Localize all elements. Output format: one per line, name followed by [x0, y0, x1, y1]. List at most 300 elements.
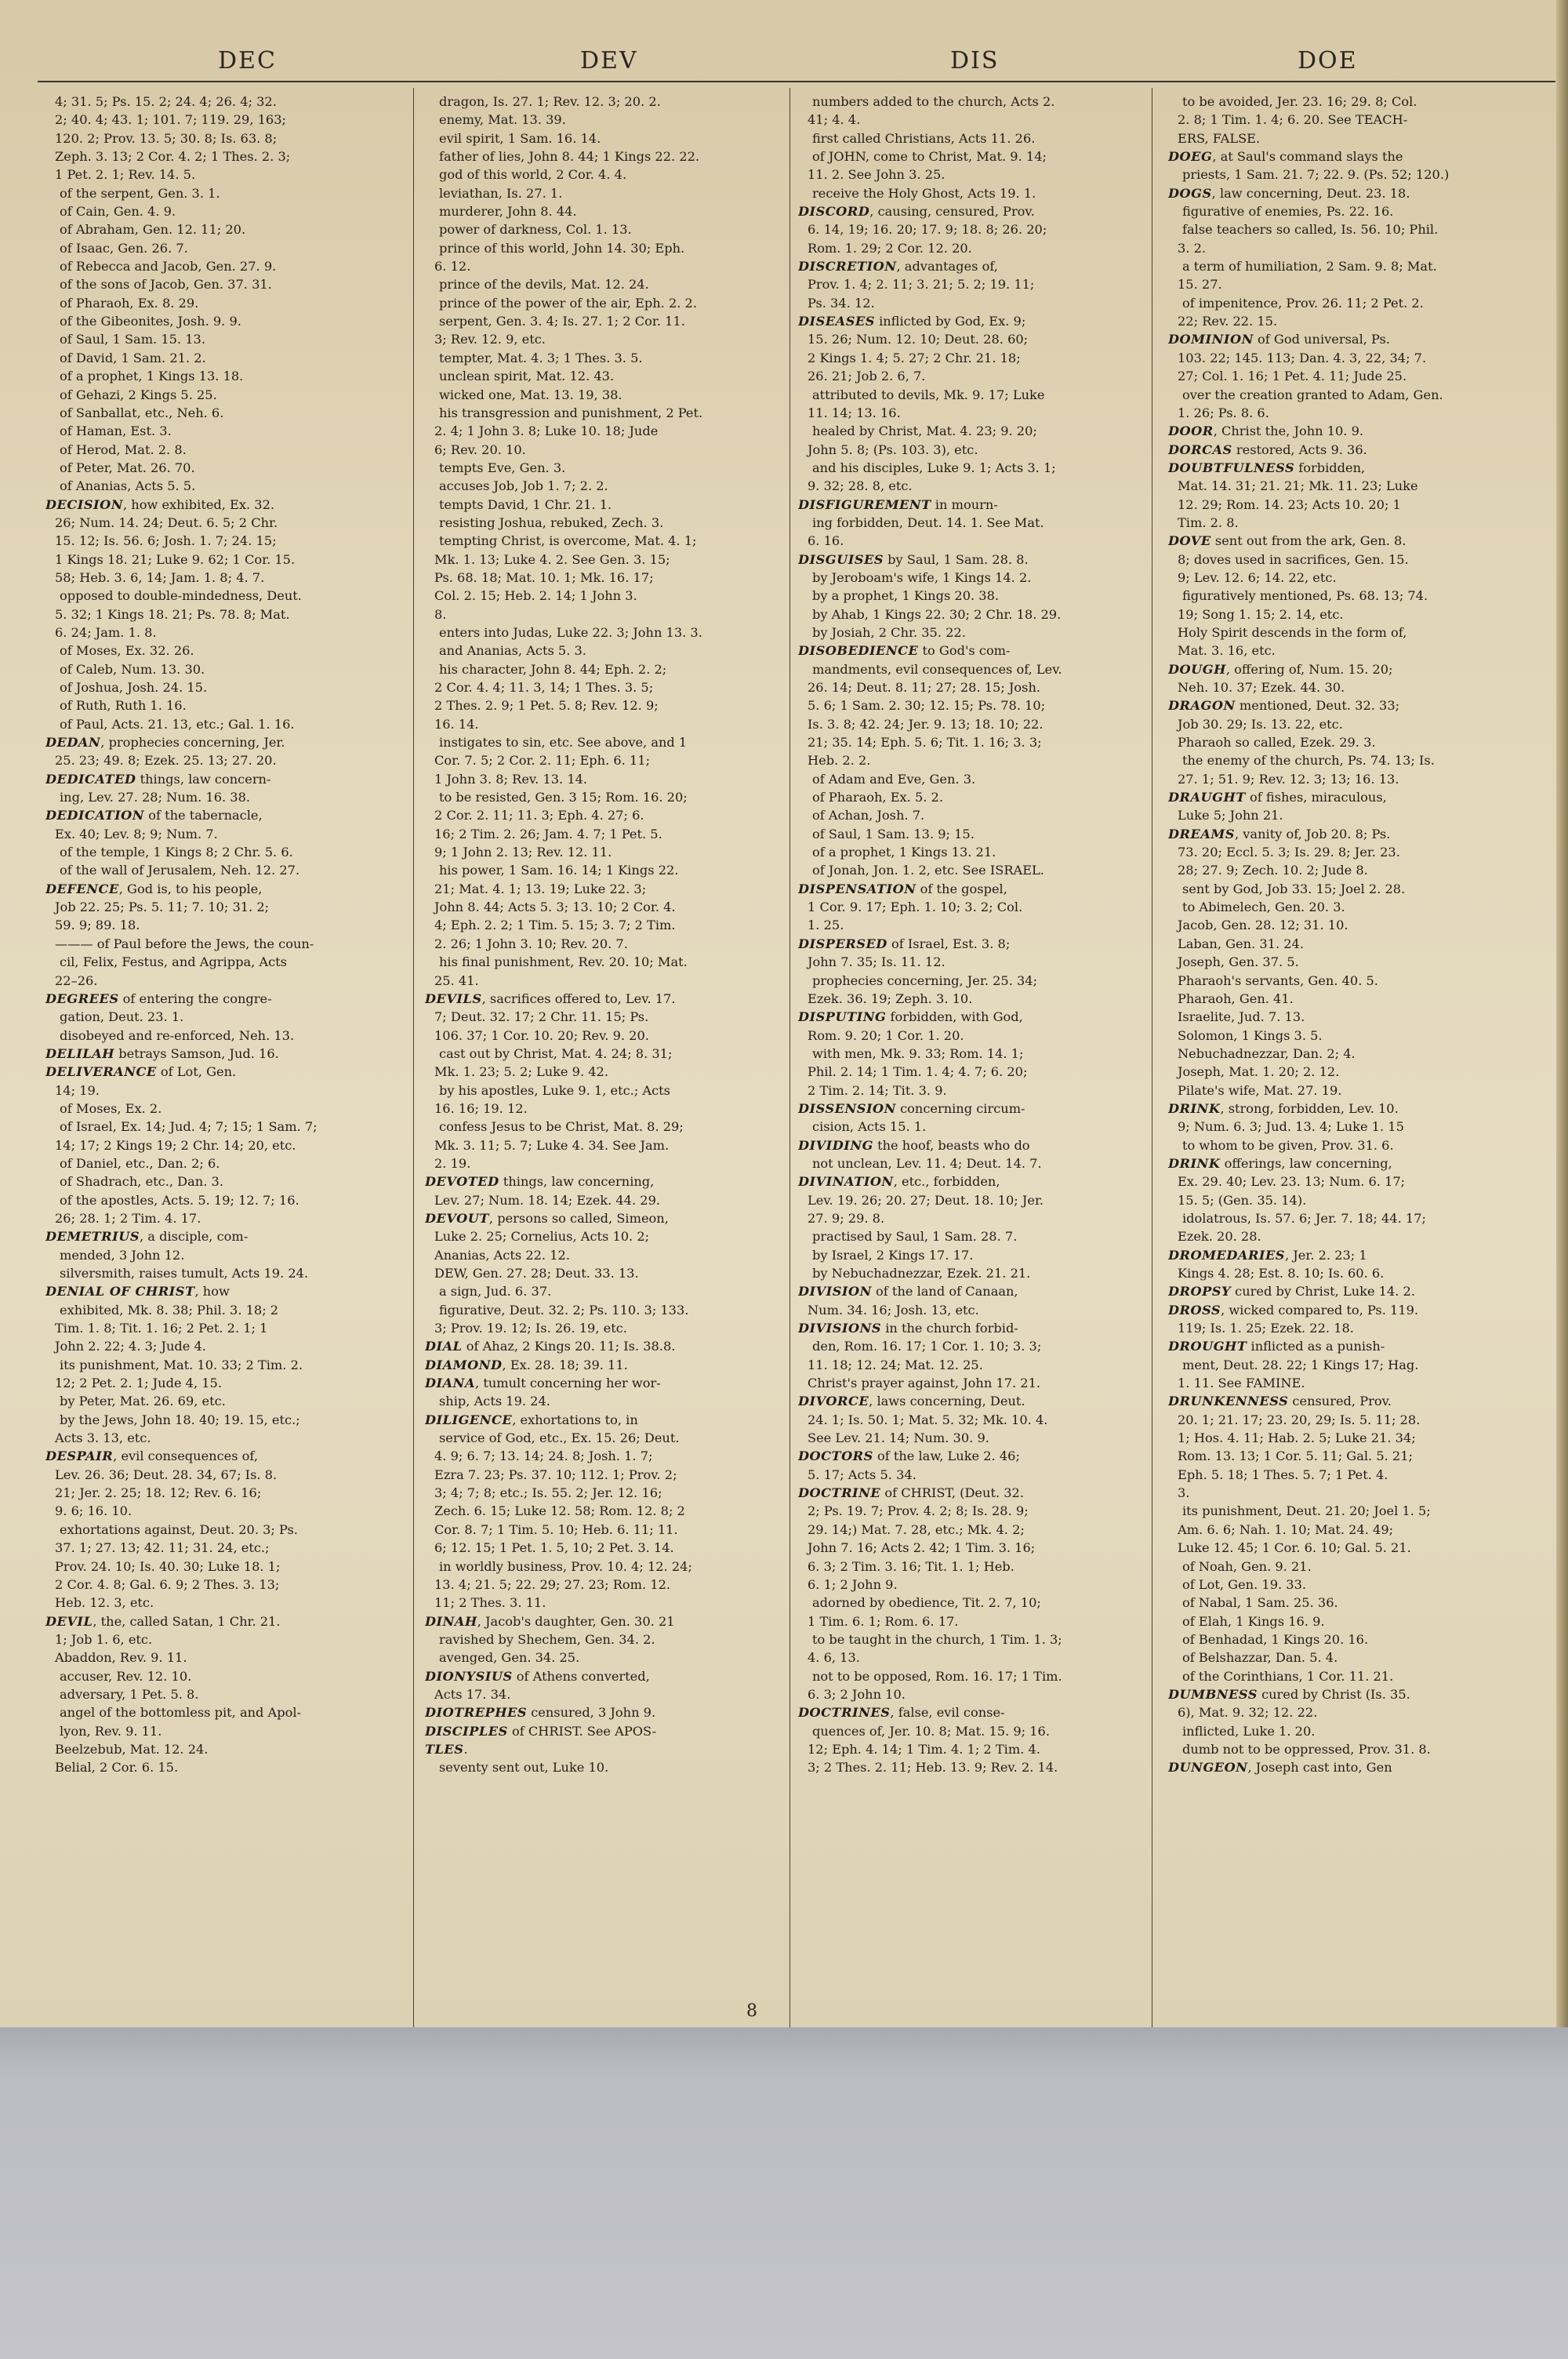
index-line: Beelzebub, Mat. 12. 24.	[55, 1741, 209, 1757]
index-line: his transgression and punishment, 2 Pet.	[439, 405, 703, 420]
index-line: of the apostles, Acts. 5. 19; 12. 7; 16.	[60, 1192, 299, 1208]
index-line: 11. 18; 12. 24; Mat. 12. 25.	[808, 1357, 983, 1372]
index-line: 4; Eph. 2. 2; 1 Tim. 5. 15; 3. 7; 2 Tim.	[434, 918, 676, 933]
index-line: 20. 1; 21. 17; 23. 20, 29; Is. 5. 11; 28.	[1178, 1412, 1421, 1427]
index-line: 2; 40. 4; 43. 1; 101. 7; 119. 29, 163;	[55, 112, 286, 128]
index-line: cision, Acts 15. 1.	[812, 1119, 927, 1135]
index-line: tempts David, 1 Chr. 21. 1.	[439, 496, 612, 512]
index-line: 21; Jer. 2. 25; 18. 12; Rev. 6. 16;	[55, 1485, 262, 1501]
index-line: seventy sent out, Luke 10.	[439, 1760, 609, 1776]
index-line: DIOTREPHES censured, 3 John 9.	[425, 1705, 656, 1721]
index-line: Rom. 9. 20; 1 Cor. 1. 20.	[808, 1027, 964, 1043]
index-line: by a prophet, 1 Kings 20. 38.	[812, 588, 1000, 604]
index-line: of the Corinthians, 1 Cor. 11. 21.	[1182, 1668, 1394, 1684]
index-line: DEFENCE, God is, to his people,	[45, 881, 263, 896]
index-line: 16. 16; 19. 12.	[434, 1100, 528, 1116]
index-line: a term of humiliation, 2 Sam. 9. 8; Mat.	[1182, 259, 1437, 274]
index-line: of Haman, Est. 3.	[60, 423, 172, 439]
index-line: DIONYSIUS of Athens converted,	[425, 1668, 650, 1684]
index-line: figurative of enemies, Ps. 22. 16.	[1182, 204, 1394, 220]
index-line: 27; Col. 1. 16; 1 Pet. 4. 11; Jude 25.	[1178, 369, 1407, 384]
index-line: its punishment, Deut. 21. 20; Joel 1. 5;	[1182, 1503, 1431, 1519]
index-line: of Isaac, Gen. 26. 7.	[60, 240, 188, 256]
index-line: DRAGON mentioned, Deut. 32. 33;	[1168, 698, 1400, 714]
index-line: of JOHN, come to Christ, Mat. 9. 14;	[812, 149, 1047, 165]
index-line: DIANA, tumult concerning her wor-	[425, 1376, 661, 1391]
index-line: DEDAN, prophecies concerning, Jer.	[45, 735, 285, 751]
index-line: 2. 19.	[434, 1155, 471, 1171]
index-line: by Jeroboam's wife, 1 Kings 14. 2.	[812, 569, 1032, 585]
index-line: serpent, Gen. 3. 4; Is. 27. 1; 2 Cor. 11.	[439, 314, 685, 329]
index-line: 6; 12. 15; 1 Pet. 1. 5, 10; 2 Pet. 3. 14.	[434, 1540, 674, 1556]
index-line: 12. 29; Rom. 14. 23; Acts 10. 20; 1	[1178, 496, 1401, 512]
index-line: 6), Mat. 9. 32; 12. 22.	[1178, 1705, 1318, 1721]
index-line: Abaddon, Rev. 9. 11.	[55, 1650, 187, 1666]
index-line: 5. 32; 1 Kings 18. 21; Ps. 78. 8; Mat.	[55, 606, 290, 622]
index-line: of a prophet, 1 Kings 13. 18.	[60, 369, 244, 384]
index-line: gation, Deut. 23. 1.	[60, 1009, 184, 1025]
index-line: 1 Tim. 6. 1; Rom. 6. 17.	[808, 1613, 959, 1629]
index-line: Zech. 6. 15; Luke 12. 58; Rom. 12. 8; 2	[434, 1503, 685, 1519]
index-line: 2 Tim. 2. 14; Tit. 3. 9.	[808, 1082, 947, 1098]
index-line: DIVISION of the land of Canaan,	[798, 1284, 1018, 1299]
index-line: of Belshazzar, Dan. 5. 4.	[1182, 1650, 1338, 1666]
index-line: Mk. 1. 23; 5. 2; Luke 9. 42.	[434, 1064, 608, 1080]
index-line: 16; 2 Tim. 2. 26; Jam. 4. 7; 1 Pet. 5.	[434, 826, 662, 841]
index-line: DOOR, Christ the, John 10. 9.	[1168, 423, 1364, 439]
index-line: by Nebuchadnezzar, Ezek. 21. 21.	[812, 1266, 1031, 1281]
index-line: John 2. 22; 4. 3; Jude 4.	[55, 1339, 206, 1354]
index-line: John 8. 44; Acts 5. 3; 13. 10; 2 Cor. 4.	[434, 900, 676, 915]
index-line: its punishment, Mat. 10. 33; 2 Tim. 2.	[60, 1357, 303, 1372]
index-line: 1; Hos. 4. 11; Hab. 2. 5; Luke 21. 34;	[1178, 1430, 1416, 1446]
index-line: Israelite, Jud. 7. 13.	[1178, 1009, 1305, 1025]
index-line: 22–26.	[55, 972, 98, 988]
running-head-third: DIS	[950, 47, 1000, 75]
index-line: DOUBTFULNESS forbidden,	[1168, 460, 1366, 475]
index-line: 1. 26; Ps. 8. 6.	[1178, 405, 1269, 420]
index-line: ERS, FALSE.	[1178, 130, 1261, 146]
index-line: DISPERSED of Israel, Est. 3. 8;	[798, 936, 1011, 951]
index-line: his final punishment, Rev. 20. 10; Mat.	[439, 954, 688, 970]
index-line: 3; 4; 7; 8; etc.; Is. 55. 2; Jer. 12. 16;	[434, 1485, 662, 1501]
index-line: to whom to be given, Prov. 31. 6.	[1182, 1137, 1394, 1153]
index-line: Zeph. 3. 13; 2 Cor. 4. 2; 1 Thes. 2. 3;	[55, 149, 291, 165]
index-line: instigates to sin, etc. See above, and 1	[439, 735, 688, 751]
index-line: DRINK offerings, law concerning,	[1168, 1155, 1392, 1171]
index-line: of Elah, 1 Kings 16. 9.	[1182, 1613, 1325, 1629]
index-line: leviathan, Is. 27. 1.	[439, 185, 563, 201]
index-line: of Abraham, Gen. 12. 11; 20.	[60, 222, 246, 238]
index-line: of the wall of Jerusalem, Neh. 12. 27.	[60, 863, 300, 878]
index-line: of Shadrach, etc., Dan. 3.	[60, 1174, 223, 1190]
index-line: 2. 26; 1 John 3. 10; Rev. 20. 7.	[434, 936, 628, 951]
index-line: by Ahab, 1 Kings 22. 30; 2 Chr. 18. 29.	[812, 606, 1062, 622]
index-line: DRAUGHT of fishes, miraculous,	[1168, 790, 1387, 805]
index-line: dumb not to be oppressed, Prov. 31. 8.	[1182, 1741, 1431, 1757]
index-line: resisting Joshua, rebuked, Zech. 3.	[439, 514, 664, 530]
index-line: DISPENSATION of the gospel,	[798, 881, 1007, 896]
index-line: DROPSY cured by Christ, Luke 14. 2.	[1168, 1284, 1416, 1299]
index-line: 27. 9; 29. 8.	[808, 1210, 885, 1226]
index-line: by the Jews, John 18. 40; 19. 15, etc.;	[60, 1412, 300, 1427]
index-line: of Joshua, Josh. 24. 15.	[60, 680, 208, 695]
index-line: and Ananias, Acts 5. 3.	[439, 643, 586, 659]
index-line: DRINK, strong, forbidden, Lev. 10.	[1168, 1100, 1399, 1116]
index-line: of Benhadad, 1 Kings 20. 16.	[1182, 1631, 1369, 1647]
index-line: 21; Mat. 4. 1; 13. 19; Luke 22. 3;	[434, 881, 647, 896]
index-line: DREAMS, vanity of, Job 20. 8; Ps.	[1168, 826, 1391, 841]
index-line: of Peter, Mat. 26. 70.	[60, 460, 195, 475]
column-divider	[413, 88, 414, 2027]
index-line: of the sons of Jacob, Gen. 37. 31.	[60, 277, 272, 293]
index-line: ——— of Paul before the Jews, the coun-	[55, 936, 314, 951]
index-line: 8.	[434, 606, 447, 622]
index-line: DISFIGUREMENT in mourn-	[798, 496, 998, 512]
index-line: attributed to devils, Mk. 9. 17; Luke	[812, 387, 1045, 402]
index-line: 2 Thes. 2. 9; 1 Pet. 5. 8; Rev. 12. 9;	[434, 698, 659, 714]
index-line: with men, Mk. 9. 33; Rom. 14. 1;	[812, 1045, 1024, 1061]
index-line: of Israel, Ex. 14; Jud. 4; 7; 15; 1 Sam. 7;	[60, 1119, 318, 1135]
index-line: John 7. 16; Acts 2. 42; 1 Tim. 3. 16;	[808, 1540, 1036, 1556]
index-line: by Israel, 2 Kings 17. 17.	[812, 1247, 974, 1263]
index-line: 1 John 3. 8; Rev. 13. 14.	[434, 771, 588, 787]
index-line: god of this world, 2 Cor. 4. 4.	[439, 167, 627, 183]
index-line: 14; 17; 2 Kings 19; 2 Chr. 14; 20, etc.	[55, 1137, 296, 1153]
index-line: DOGS, law concerning, Deut. 23. 18.	[1168, 185, 1410, 201]
index-line: 3; 2 Thes. 2. 11; Heb. 13. 9; Rev. 2. 14.	[808, 1760, 1058, 1776]
index-line: of the Gibeonites, Josh. 9. 9.	[60, 314, 241, 329]
index-line: DISGUISES by Saul, 1 Sam. 28. 8.	[798, 551, 1029, 567]
index-line: Ezek. 20. 28.	[1178, 1229, 1261, 1245]
index-line: ing forbidden, Deut. 14. 1. See Mat.	[812, 514, 1044, 530]
index-line: his character, John 8. 44; Eph. 2. 2;	[439, 661, 667, 677]
index-line: 119; Is. 1. 25; Ezek. 22. 18.	[1178, 1321, 1354, 1336]
index-line: Luke 2. 25; Cornelius, Acts 10. 2;	[434, 1229, 650, 1245]
index-line: of Rebecca and Jacob, Gen. 27. 9.	[60, 259, 277, 274]
index-line: first called Christians, Acts 11. 26.	[812, 130, 1036, 146]
index-line: by Peter, Mat. 26. 69, etc.	[60, 1394, 226, 1409]
index-line: accuses Job, Job 1. 7; 2. 2.	[439, 478, 608, 494]
index-line: practised by Saul, 1 Sam. 28. 7.	[812, 1229, 1018, 1245]
index-line: Belial, 2 Cor. 6. 15.	[55, 1760, 179, 1776]
index-line: and his disciples, Luke 9. 1; Acts 3. 1;	[812, 460, 1056, 475]
index-line: 6. 16.	[808, 533, 844, 549]
index-line: DOCTORS of the law, Luke 2. 46;	[798, 1448, 1020, 1464]
index-line: 26. 21; Job 2. 6, 7.	[808, 369, 926, 384]
index-line: 9; Num. 6. 3; Jud. 13. 4; Luke 1. 15	[1178, 1119, 1404, 1135]
index-line: DROSS, wicked compared to, Ps. 119.	[1168, 1302, 1419, 1318]
index-line: idolatrous, Is. 57. 6; Jer. 7. 18; 44. 17;	[1182, 1210, 1426, 1226]
index-column-4	[1168, 93, 1530, 1777]
index-line: DISCORD, causing, censured, Prov.	[798, 204, 1035, 220]
index-line: prophecies concerning, Jer. 25. 34;	[812, 972, 1038, 988]
index-line: father of lies, John 8. 44; 1 Kings 22. 22.	[439, 149, 700, 165]
index-line: DORCAS restored, Acts 9. 36.	[1168, 442, 1367, 457]
index-line: of the temple, 1 Kings 8; 2 Chr. 5. 6.	[60, 845, 293, 860]
index-line: DENIAL OF CHRIST, how	[45, 1284, 230, 1299]
index-line: 103. 22; 145. 113; Dan. 4. 3, 22, 34; 7.	[1178, 350, 1427, 365]
index-line: of Sanballat, etc., Neh. 6.	[60, 405, 224, 420]
index-line: receive the Holy Ghost, Acts 19. 1.	[812, 185, 1036, 201]
index-line: Is. 3. 8; 42. 24; Jer. 9. 13; 18. 10; 22.	[808, 716, 1044, 732]
index-line: service of God, etc., Ex. 15. 26; Deut.	[439, 1430, 680, 1446]
index-line: 5. 17; Acts 5. 34.	[808, 1467, 916, 1482]
index-line: den, Rom. 16. 17; 1 Cor. 1. 10; 3. 3;	[812, 1339, 1042, 1354]
index-line: DISOBEDIENCE to God's com-	[798, 643, 1011, 659]
index-line: of Jonah, Jon. 1. 2, etc. See ISRAEL.	[812, 863, 1044, 878]
index-line: 1 Pet. 2. 1; Rev. 14. 5.	[55, 167, 196, 183]
index-line: Kings 4. 28; Est. 8. 10; Is. 60. 6.	[1178, 1266, 1385, 1281]
index-line: DIAMOND, Ex. 28. 18; 39. 11.	[425, 1357, 628, 1372]
index-line: of impenitence, Prov. 26. 11; 2 Pet. 2.	[1182, 295, 1424, 311]
index-line: Acts 17. 34.	[434, 1686, 511, 1702]
index-line: DECISION, how exhibited, Ex. 32.	[45, 496, 275, 512]
index-line: 2 Cor. 4. 8; Gal. 6. 9; 2 Thes. 3. 13;	[55, 1576, 280, 1592]
index-line: 6. 24; Jam. 1. 8.	[55, 624, 157, 640]
index-line: of Ruth, Ruth 1. 16.	[60, 698, 187, 714]
index-line: 106. 37; 1 Cor. 10. 20; Rev. 9. 20.	[434, 1027, 649, 1043]
index-line: of Pharaoh, Ex. 5. 2.	[812, 790, 943, 805]
index-line: 26; 28. 1; 2 Tim. 4. 17.	[55, 1210, 201, 1226]
index-line: of David, 1 Sam. 21. 2.	[60, 350, 206, 365]
index-line: healed by Christ, Mat. 4. 23; 9. 20;	[812, 423, 1037, 439]
index-line: DELIVERANCE of Lot, Gen.	[45, 1064, 237, 1080]
index-line: of Nabal, 1 Sam. 25. 36.	[1182, 1595, 1338, 1611]
index-line: ment, Deut. 28. 22; 1 Kings 17; Hag.	[1182, 1357, 1419, 1372]
index-line: of Daniel, etc., Dan. 2; 6.	[60, 1155, 220, 1171]
index-line: 9. 32; 28. 8, etc.	[808, 478, 913, 494]
index-line: 29. 14;) Mat. 7. 28, etc.; Mk. 4. 2;	[808, 1521, 1025, 1537]
index-line: 2. 4; 1 John 3. 8; Luke 10. 18; Jude	[434, 423, 659, 439]
index-line: of the serpent, Gen. 3. 1.	[60, 185, 220, 201]
index-line: Ezek. 36. 19; Zeph. 3. 10.	[808, 990, 973, 1006]
index-line: Phil. 2. 14; 1 Tim. 1. 4; 4. 7; 6. 20;	[808, 1064, 1028, 1080]
index-line: Ezra 7. 23; Ps. 37. 10; 112. 1; Prov. 2;	[434, 1467, 677, 1482]
index-line: Joseph, Mat. 1. 20; 2. 12.	[1178, 1064, 1340, 1080]
index-line: of Herod, Mat. 2. 8.	[60, 442, 187, 457]
index-line: TLES.	[425, 1741, 468, 1757]
index-line: DILIGENCE, exhortations to, in	[425, 1412, 638, 1427]
index-line: DEVOUT, persons so called, Simeon,	[425, 1210, 669, 1226]
index-line: Prov. 1. 4; 2. 11; 3. 21; 5. 2; 19. 11;	[808, 277, 1035, 293]
index-line: 6. 14, 19; 16. 20; 17. 9; 18. 8; 26. 20;	[808, 222, 1047, 238]
index-line: Job 30. 29; Is. 13. 22, etc.	[1178, 716, 1343, 732]
index-line: of Saul, 1 Sam. 15. 13.	[60, 332, 205, 347]
index-line: 15. 26; Num. 12. 10; Deut. 28. 60;	[808, 332, 1029, 347]
index-line: Ananias, Acts 22. 12.	[434, 1247, 570, 1263]
index-line: disobeyed and re-enforced, Neh. 13.	[60, 1027, 295, 1043]
index-line: to be avoided, Jer. 23. 16; 29. 8; Col.	[1182, 94, 1417, 109]
column-divider	[789, 88, 790, 2027]
index-line: Jacob, Gen. 28. 12; 31. 10.	[1178, 918, 1348, 933]
index-line: sent by God, Job 33. 15; Joel 2. 28.	[1182, 881, 1406, 896]
index-column-2	[425, 93, 787, 1777]
index-line: 4; 31. 5; Ps. 15. 2; 24. 4; 26. 4; 32.	[55, 94, 277, 109]
index-column-3	[798, 93, 1160, 1777]
page-binding-edge	[1556, 0, 1568, 2027]
index-line: DEW, Gen. 27. 28; Deut. 33. 13.	[434, 1266, 639, 1281]
index-line: angel of the bottomless pit, and Apol-	[60, 1705, 301, 1721]
index-line: 2. 8; 1 Tim. 1. 4; 6. 20. See TEACH-	[1178, 112, 1408, 128]
index-line: 2 Cor. 2. 11; 11. 3; Eph. 4. 27; 6.	[434, 808, 644, 823]
index-line: Pharaoh, Gen. 41.	[1178, 990, 1294, 1006]
index-line: 24. 1; Is. 50. 1; Mat. 5. 32; Mk. 10. 4.	[808, 1412, 1048, 1427]
index-line: DOEG, at Saul's command slays the	[1168, 149, 1403, 165]
index-line: over the creation granted to Adam, Gen.	[1182, 387, 1443, 402]
index-line: prince of the power of the air, Eph. 2. 2.	[439, 295, 698, 311]
index-line: 9. 6; 16. 10.	[55, 1503, 132, 1519]
index-line: Heb. 2. 2.	[808, 753, 871, 769]
index-line: Pilate's wife, Mat. 27. 19.	[1178, 1082, 1342, 1098]
index-line: 12; Eph. 4. 14; 1 Tim. 4. 1; 2 Tim. 4.	[808, 1741, 1040, 1757]
index-line: to be resisted, Gen. 3 15; Rom. 16. 20;	[439, 790, 688, 805]
index-line: ravished by Shechem, Gen. 34. 2.	[439, 1631, 655, 1647]
index-line: 11. 2. See John 3. 25.	[808, 167, 946, 183]
index-line: Am. 6. 6; Nah. 1. 10; Mat. 24. 49;	[1178, 1521, 1394, 1537]
index-line: of Caleb, Num. 13. 30.	[60, 661, 205, 677]
index-line: Ex. 29. 40; Lev. 23. 13; Num. 6. 17;	[1178, 1174, 1406, 1190]
index-line: prince of this world, John 14. 30; Eph.	[439, 240, 685, 256]
index-line: Heb. 12. 3, etc.	[55, 1595, 154, 1611]
index-line: DIAL of Ahaz, 2 Kings 20. 11; Is. 38.8.	[425, 1339, 676, 1354]
index-line: cast out by Christ, Mat. 4. 24; 8. 31;	[439, 1045, 673, 1061]
index-line: of Paul, Acts. 21. 13, etc.; Gal. 1. 16.	[60, 716, 295, 732]
index-line: his power, 1 Sam. 16. 14; 1 Kings 22.	[439, 863, 679, 878]
index-line: opposed to double-mindedness, Deut.	[60, 588, 302, 604]
index-line: power of darkness, Col. 1. 13.	[439, 222, 632, 238]
index-line: 28; 27. 9; Zech. 10. 2; Jude 8.	[1178, 863, 1368, 878]
index-line: Pharaoh's servants, Gen. 40. 5.	[1178, 972, 1378, 988]
index-line: of Cain, Gen. 4. 9.	[60, 204, 176, 220]
index-line: 1. 11. See FAMINE.	[1178, 1376, 1305, 1391]
index-line: Solomon, 1 Kings 3. 5.	[1178, 1027, 1323, 1043]
index-line: Rom. 1. 29; 2 Cor. 12. 20.	[808, 240, 972, 256]
index-line: DISCRETION, advantages of,	[798, 259, 998, 274]
index-line: DROUGHT inflicted as a punish-	[1168, 1339, 1385, 1354]
index-line: Cor. 7. 5; 2 Cor. 2. 11; Eph. 6. 11;	[434, 753, 651, 769]
index-line: DISCIPLES of CHRIST. See APOS-	[425, 1723, 657, 1739]
index-line: of Moses, Ex. 32. 26.	[60, 643, 194, 659]
index-line: DIVINATION, etc., forbidden,	[798, 1174, 1000, 1190]
running-head-right: DOE	[1298, 47, 1358, 75]
index-line: 6. 12.	[434, 259, 471, 274]
index-line: DIVIDING the hoof, beasts who do	[798, 1137, 1030, 1153]
index-line: 58; Heb. 3. 6, 14; Jam. 1. 8; 4. 7.	[55, 569, 265, 585]
index-line: unclean spirit, Mat. 12. 43.	[439, 369, 615, 384]
index-line: Ps. 34. 12.	[808, 295, 875, 311]
index-line: 15. 27.	[1178, 277, 1222, 293]
index-line: of Moses, Ex. 2.	[60, 1100, 162, 1116]
index-line: Ps. 68. 18; Mat. 10. 1; Mk. 16. 17;	[434, 569, 654, 585]
index-line: figurative, Deut. 32. 2; Ps. 110. 3; 133.	[439, 1302, 689, 1318]
index-line: inflicted, Luke 1. 20.	[1182, 1723, 1316, 1739]
index-line: Christ's prayer against, John 17. 21.	[808, 1376, 1041, 1391]
index-line: Lev. 27; Num. 18. 14; Ezek. 44. 29.	[434, 1192, 661, 1208]
index-line: Pharaoh so called, Ezek. 29. 3.	[1178, 735, 1376, 751]
index-line: DEDICATED things, law concern-	[45, 771, 271, 787]
index-line: of Ananias, Acts 5. 5.	[60, 478, 196, 494]
index-line: not unclean, Lev. 11. 4; Deut. 14. 7.	[812, 1155, 1042, 1171]
index-line: of Adam and Eve, Gen. 3.	[812, 771, 976, 787]
index-line: dragon, Is. 27. 1; Rev. 12. 3; 20. 2.	[439, 94, 661, 109]
index-line: avenged, Gen. 34. 25.	[439, 1650, 580, 1666]
index-line: mandments, evil consequences of, Lev.	[812, 661, 1062, 677]
index-line: 25. 41.	[434, 972, 479, 988]
index-line: of Saul, 1 Sam. 13. 9; 15.	[812, 826, 975, 841]
index-line: DIVISIONS in the church forbid-	[798, 1321, 1018, 1336]
index-line: Prov. 24. 10; Is. 40. 30; Luke 18. 1;	[55, 1558, 281, 1574]
index-line: silversmith, raises tumult, Acts 19. 24.	[60, 1266, 309, 1281]
index-line: Mat. 3. 16, etc.	[1178, 643, 1276, 659]
index-line: ing, Lev. 27. 28; Num. 16. 38.	[60, 790, 251, 805]
index-line: Acts 3. 13, etc.	[55, 1430, 151, 1446]
index-line: DEDICATION of the tabernacle,	[45, 808, 263, 823]
index-line: 26. 14; Deut. 8. 11; 27; 28. 15; Josh.	[808, 680, 1041, 695]
index-line: figuratively mentioned, Ps. 68. 13; 74.	[1182, 588, 1428, 604]
index-column-1	[45, 93, 408, 1777]
index-line: ship, Acts 19. 24.	[439, 1394, 550, 1409]
index-line: 27. 1; 51. 9; Rev. 12. 3; 13; 16. 13.	[1178, 771, 1399, 787]
running-head-left: DEC	[218, 47, 277, 75]
index-line: Cor. 8. 7; 1 Tim. 5. 10; Heb. 6. 11; 11.	[434, 1521, 678, 1537]
index-line: cil, Felix, Festus, and Agrippa, Acts	[60, 954, 287, 970]
index-line: 3; Rev. 12. 9, etc.	[434, 332, 546, 347]
index-line: 16. 14.	[434, 716, 479, 732]
index-line: Laban, Gen. 31. 24.	[1178, 936, 1304, 951]
index-line: DEVILS, sacrifices offered to, Lev. 17.	[425, 990, 676, 1006]
index-line: a sign, Jud. 6. 37.	[439, 1284, 552, 1299]
index-line: 12; 2 Pet. 2. 1; Jude 4, 15.	[55, 1376, 223, 1391]
index-line: mended, 3 John 12.	[60, 1247, 185, 1263]
index-line: Mk. 3. 11; 5. 7; Luke 4. 34. See Jam.	[434, 1137, 670, 1153]
index-line: tempter, Mat. 4. 3; 1 Thes. 3. 5.	[439, 350, 643, 365]
index-line: 5. 6; 1 Sam. 2. 30; 12. 15; Ps. 78. 10;	[808, 698, 1046, 714]
index-line: Neh. 10. 37; Ezek. 44. 30.	[1178, 680, 1345, 695]
index-line: enemy, Mat. 13. 39.	[439, 112, 566, 128]
index-line: quences of, Jer. 10. 8; Mat. 15. 9; 16.	[812, 1723, 1051, 1739]
index-line: priests, 1 Sam. 21. 7; 22. 9. (Ps. 52; 120.)	[1182, 167, 1450, 183]
index-line: 7; Deut. 32. 17; 2 Chr. 11. 15; Ps.	[434, 1009, 649, 1025]
index-line: 11. 14; 13. 16.	[808, 405, 901, 420]
index-line: DOVE sent out from the ark, Gen. 8.	[1168, 533, 1406, 549]
index-line: 2 Cor. 4. 4; 11. 3, 14; 1 Thes. 3. 5;	[434, 680, 654, 695]
index-line: murderer, John 8. 44.	[439, 204, 577, 220]
page-number: 8	[746, 2001, 757, 2021]
index-line: John 5. 8; (Ps. 103. 3), etc.	[808, 442, 978, 457]
index-line: Col. 2. 15; Heb. 2. 14; 1 John 3.	[434, 588, 637, 604]
index-line: DEVOTED things, law concerning,	[425, 1174, 655, 1190]
index-line: false teachers so called, Is. 56. 10; Phil.	[1182, 222, 1439, 238]
index-line: See Lev. 21. 14; Num. 30. 9.	[808, 1430, 989, 1446]
index-line: 9; 1 John 2. 13; Rev. 12. 11.	[434, 845, 612, 860]
index-line: evil spirit, 1 Sam. 16. 14.	[439, 130, 601, 146]
index-line: 6. 1; 2 John 9.	[808, 1576, 898, 1592]
index-line: not to be opposed, Rom. 16. 17; 1 Tim.	[812, 1668, 1062, 1684]
index-line: Holy Spirit descends in the form of,	[1178, 624, 1407, 640]
index-line: 2; Ps. 19. 7; Prov. 4. 2; 8; Is. 28. 9;	[808, 1503, 1029, 1519]
index-line: numbers added to the church, Acts 2.	[812, 94, 1055, 109]
index-line: DISSENSION concerning circum-	[798, 1100, 1025, 1116]
index-line: DOMINION of God universal, Ps.	[1168, 332, 1390, 347]
index-line: 73. 20; Eccl. 5. 3; Is. 29. 8; Jer. 23.	[1178, 845, 1400, 860]
index-line: John 7. 35; Is. 11. 12.	[808, 954, 946, 970]
index-line: by his apostles, Luke 9. 1, etc.; Acts	[439, 1082, 670, 1098]
index-line: DUMBNESS cured by Christ (Is. 35.	[1168, 1686, 1410, 1702]
index-line: DELILAH betrays Samson, Jud. 16.	[45, 1045, 279, 1061]
index-line: DUNGEON, Joseph cast into, Gen	[1168, 1760, 1392, 1776]
index-line: 3. 2.	[1178, 240, 1207, 256]
